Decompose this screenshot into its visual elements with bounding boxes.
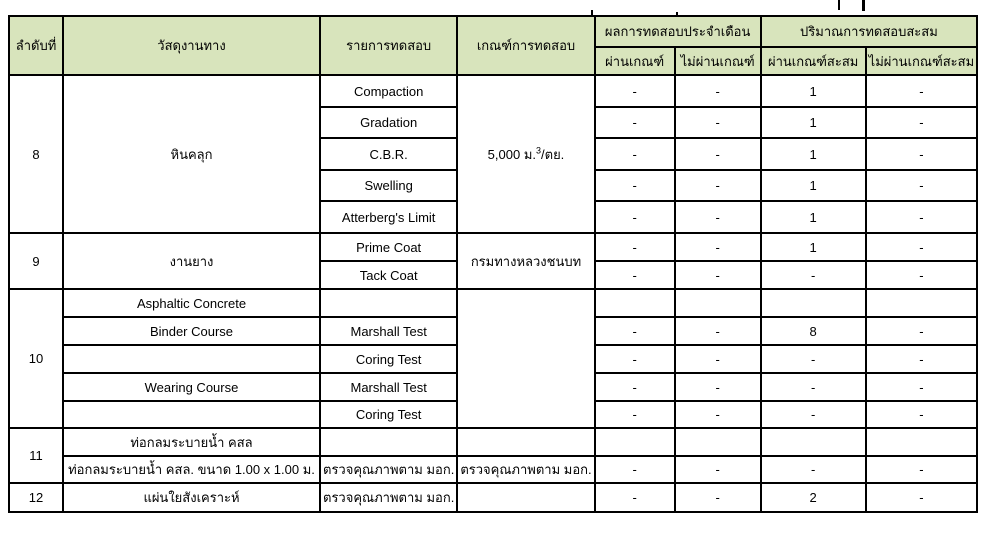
cumulative-fail-cell: -	[866, 317, 978, 345]
monthly-fail-cell: -	[675, 138, 761, 170]
cumulative-pass-cell: -	[761, 345, 866, 373]
header-group-cumulative: ปริมาณการทดสอบสะสม	[761, 16, 978, 47]
cumulative-fail-cell: -	[866, 456, 978, 483]
cut-off-row-remnant-tick	[838, 0, 840, 10]
cumulative-pass-cell	[761, 289, 866, 317]
cumulative-fail-cell	[866, 428, 978, 456]
cumulative-pass-cell: 1	[761, 201, 866, 233]
monthly-fail-cell: -	[675, 317, 761, 345]
header-no: ลำดับที่	[9, 16, 63, 75]
test-name-cell: Marshall Test	[320, 317, 457, 345]
monthly-pass-cell: -	[595, 373, 675, 401]
test-name-cell	[320, 289, 457, 317]
monthly-fail-cell: -	[675, 233, 761, 261]
test-name-cell: ตรวจคุณภาพตาม มอก.	[320, 483, 457, 512]
monthly-fail-cell: -	[675, 483, 761, 512]
criteria-cell: กรมทางหลวงชนบท	[457, 233, 594, 289]
material-cell: Asphaltic Concrete	[63, 289, 320, 317]
cumulative-fail-cell	[866, 289, 978, 317]
material-test-summary-table	[8, 15, 978, 513]
material-cell: ท่อกลมระบายน้ำ คสล	[63, 428, 320, 456]
header-pass: ผ่านเกณฑ์	[595, 47, 675, 75]
test-name-cell: Coring Test	[320, 401, 457, 428]
monthly-pass-cell	[595, 428, 675, 456]
header-criteria: เกณฑ์การทดสอบ	[457, 16, 594, 75]
table-row	[9, 233, 977, 261]
criteria-text: /ตย.	[541, 146, 565, 162]
test-name-cell: Marshall Test	[320, 373, 457, 401]
header-group-monthly: ผลการทดสอบประจำเดือน	[595, 16, 761, 47]
criteria-text: 5,000 ม.	[487, 146, 536, 162]
cumulative-pass-cell: -	[761, 401, 866, 428]
monthly-fail-cell: -	[675, 261, 761, 289]
cumulative-fail-cell: -	[866, 75, 978, 107]
monthly-pass-cell: -	[595, 107, 675, 138]
monthly-pass-cell: -	[595, 233, 675, 261]
cumulative-fail-cell: -	[866, 373, 978, 401]
monthly-pass-cell: -	[595, 345, 675, 373]
cumulative-pass-cell: -	[761, 261, 866, 289]
monthly-fail-cell: -	[675, 170, 761, 201]
material-cell: ท่อกลมระบายน้ำ คสล. ขนาด 1.00 x 1.00 ม.	[63, 456, 320, 483]
material-cell	[63, 345, 320, 373]
row-number-cell: 10	[9, 289, 63, 428]
monthly-fail-cell: -	[675, 107, 761, 138]
test-name-cell: Compaction	[320, 75, 457, 107]
cumulative-fail-cell: -	[866, 138, 978, 170]
cumulative-pass-cell: 1	[761, 233, 866, 261]
cumulative-fail-cell: -	[866, 345, 978, 373]
monthly-pass-cell: -	[595, 201, 675, 233]
monthly-pass-cell: -	[595, 138, 675, 170]
monthly-pass-cell	[595, 289, 675, 317]
test-name-cell: Tack Coat	[320, 261, 457, 289]
header-pass-cumulative: ผ่านเกณฑ์สะสม	[761, 47, 866, 75]
test-name-cell: Prime Coat	[320, 233, 457, 261]
table-row	[9, 428, 977, 456]
row-number-cell: 11	[9, 428, 63, 483]
criteria-cell	[457, 483, 594, 512]
monthly-fail-cell: -	[675, 401, 761, 428]
test-name-cell: Swelling	[320, 170, 457, 201]
material-cell: แผ่นใยสังเคราะห์	[63, 483, 320, 512]
test-name-cell: Coring Test	[320, 345, 457, 373]
row-number-cell: 9	[9, 233, 63, 289]
monthly-pass-cell: -	[595, 401, 675, 428]
header-row-groups	[9, 16, 977, 47]
cumulative-fail-cell: -	[866, 107, 978, 138]
test-name-cell: Atterberg's Limit	[320, 201, 457, 233]
cumulative-fail-cell: -	[866, 483, 978, 512]
monthly-pass-cell: -	[595, 456, 675, 483]
cumulative-pass-cell: 1	[761, 107, 866, 138]
test-name-cell: ตรวจคุณภาพตาม มอก.	[320, 456, 457, 483]
cumulative-pass-cell	[761, 428, 866, 456]
cumulative-fail-cell: -	[866, 201, 978, 233]
monthly-fail-cell	[675, 428, 761, 456]
cumulative-pass-cell: 2	[761, 483, 866, 512]
criteria-superscript: 3	[536, 145, 542, 156]
test-name-cell: Gradation	[320, 107, 457, 138]
monthly-fail-cell: -	[675, 373, 761, 401]
criteria-cell	[457, 75, 594, 233]
header-test: รายการทดสอบ	[320, 16, 457, 75]
test-name-cell	[320, 428, 457, 456]
material-cell	[63, 401, 320, 428]
cumulative-fail-cell: -	[866, 401, 978, 428]
material-cell: งานยาง	[63, 233, 320, 289]
material-cell: Binder Course	[63, 317, 320, 345]
cut-off-row-remnant-tick	[862, 0, 865, 11]
monthly-pass-cell: -	[595, 261, 675, 289]
test-name-cell: C.B.R.	[320, 138, 457, 170]
row-number-cell: 12	[9, 483, 63, 512]
cumulative-pass-cell: 1	[761, 75, 866, 107]
row-number-cell: 8	[9, 75, 63, 233]
header-material: วัสดุงานทาง	[63, 16, 320, 75]
table-row	[9, 75, 977, 107]
header-fail: ไม่ผ่านเกณฑ์	[675, 47, 761, 75]
header-fail-cumulative: ไม่ผ่านเกณฑ์สะสม	[866, 47, 978, 75]
cumulative-pass-cell: 1	[761, 138, 866, 170]
material-cell: หินคลุก	[63, 75, 320, 233]
cumulative-fail-cell: -	[866, 233, 978, 261]
monthly-fail-cell: -	[675, 201, 761, 233]
material-cell: Wearing Course	[63, 373, 320, 401]
cumulative-pass-cell: -	[761, 456, 866, 483]
monthly-fail-cell: -	[675, 75, 761, 107]
table-row	[9, 289, 977, 317]
monthly-pass-cell: -	[595, 317, 675, 345]
monthly-fail-cell: -	[675, 456, 761, 483]
cumulative-pass-cell: 1	[761, 170, 866, 201]
monthly-pass-cell: -	[595, 170, 675, 201]
monthly-pass-cell: -	[595, 75, 675, 107]
criteria-cell: ตรวจคุณภาพตาม มอก.	[457, 456, 594, 483]
criteria-cell	[457, 428, 594, 456]
cumulative-fail-cell: -	[866, 170, 978, 201]
criteria-cell	[457, 289, 594, 428]
monthly-fail-cell: -	[675, 345, 761, 373]
cumulative-fail-cell: -	[866, 261, 978, 289]
cumulative-pass-cell: -	[761, 373, 866, 401]
monthly-pass-cell: -	[595, 483, 675, 512]
cumulative-pass-cell: 8	[761, 317, 866, 345]
table-row	[9, 456, 977, 483]
monthly-fail-cell	[675, 289, 761, 317]
table-row	[9, 483, 977, 512]
